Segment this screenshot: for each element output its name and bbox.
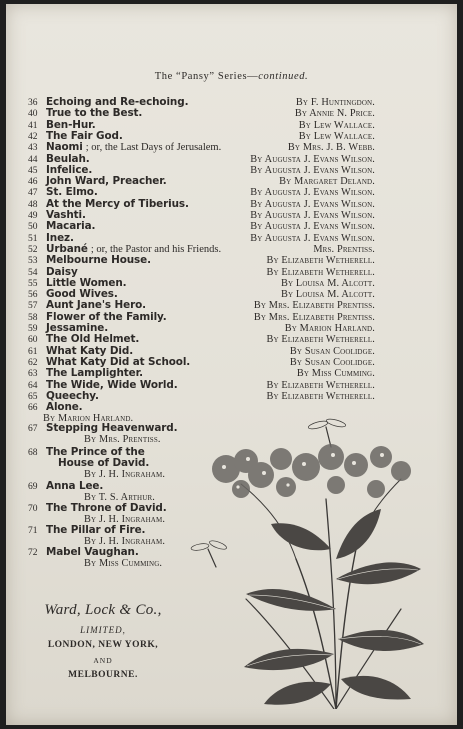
list-item bbox=[28, 481, 103, 492]
item-author: By Lew Wallace. bbox=[298, 130, 375, 142]
item-number: 61 bbox=[28, 346, 38, 357]
item-author: By Louisa M. Alcott. bbox=[280, 277, 375, 289]
item-author: By T. S. Arthur. bbox=[84, 492, 156, 503]
item-subtitle: ; or, the Pastor and his Friends. bbox=[90, 243, 222, 255]
item-author: By Mrs. Elizabeth Prentiss. bbox=[253, 311, 375, 323]
item-number: 44 bbox=[28, 154, 38, 165]
item-author: By Augusta J. Evans Wilson. bbox=[250, 187, 375, 199]
item-author: By Marion Harland. bbox=[284, 323, 375, 334]
item-number: 57 bbox=[28, 301, 38, 312]
item-title-continued bbox=[58, 458, 149, 469]
item-author: By Elizabeth Wetherell. bbox=[266, 334, 375, 346]
item-title: The Wide, Wide World. bbox=[46, 378, 178, 391]
item-title: Beulah. bbox=[46, 152, 90, 165]
book-page bbox=[6, 4, 457, 725]
item-title: Queechy. bbox=[46, 389, 99, 402]
item-author: By Miss Cumming. bbox=[296, 368, 375, 380]
item-author: By Marion Harland. bbox=[43, 413, 134, 424]
item-number: 49 bbox=[28, 211, 38, 221]
list-item bbox=[28, 255, 375, 266]
item-author: By Margaret Deland. bbox=[279, 176, 375, 188]
publisher-cities: LONDON, NEW YORK, bbox=[47, 640, 159, 650]
item-title: The Fair God. bbox=[46, 129, 123, 142]
item-author: By Augusta J. Evans Wilson. bbox=[250, 198, 375, 210]
item-number: 72 bbox=[28, 548, 38, 558]
item-title: Echoing and Re-echoing. bbox=[46, 96, 189, 108]
item-number: 59 bbox=[28, 324, 38, 334]
item-title: Mabel Vaughan. bbox=[46, 546, 139, 558]
item-number: 36 bbox=[28, 98, 38, 108]
publisher-and: AND bbox=[93, 656, 113, 665]
item-number: 51 bbox=[28, 233, 38, 244]
item-author: By Susan Coolidge. bbox=[289, 356, 375, 368]
item-title: Inez. bbox=[46, 231, 74, 244]
item-author: By J. H. Ingraham. bbox=[84, 469, 166, 480]
item-author: By F. Huntingdon. bbox=[295, 97, 375, 108]
item-author: Mrs. Prentiss. bbox=[313, 243, 375, 255]
item-number: 60 bbox=[28, 335, 38, 346]
item-title: True to the Best. bbox=[46, 107, 143, 120]
publisher-block bbox=[32, 602, 174, 680]
item-author: By Miss Cumming. bbox=[84, 558, 163, 569]
item-author: By Mrs. Prentiss. bbox=[84, 434, 161, 445]
item-number: 68 bbox=[28, 448, 38, 458]
list-item bbox=[28, 402, 83, 413]
item-author: By Elizabeth Wetherell. bbox=[266, 390, 375, 402]
item-number: 56 bbox=[28, 290, 38, 301]
item-author: By Augusta J. Evans Wilson. bbox=[250, 232, 375, 244]
continued-label: continued. bbox=[258, 71, 309, 82]
item-title: Urbané bbox=[46, 242, 88, 255]
item-author: By Augusta J. Evans Wilson. bbox=[250, 221, 375, 233]
item-number: 42 bbox=[28, 131, 38, 142]
item-number: 71 bbox=[28, 526, 38, 536]
series-title: The “Pansy” Series— bbox=[154, 71, 259, 82]
item-title: Little Women. bbox=[46, 276, 127, 289]
item-title: The Pillar of Fire. bbox=[46, 524, 146, 536]
item-subtitle: ; or, the Last Days of Jerusalem. bbox=[85, 142, 222, 154]
item-author: By Annie N. Price. bbox=[294, 108, 375, 120]
item-title: Naomi bbox=[46, 141, 83, 154]
item-title: St. Elmo. bbox=[46, 186, 98, 199]
item-title: The Prince of the bbox=[46, 446, 145, 458]
list-item bbox=[28, 503, 167, 514]
item-number: 52 bbox=[28, 244, 38, 255]
item-author: By J. H. Ingraham. bbox=[84, 536, 166, 547]
item-number: 67 bbox=[28, 424, 38, 434]
item-number: 64 bbox=[28, 380, 38, 391]
item-title: Good Wives. bbox=[46, 288, 118, 301]
item-number: 53 bbox=[28, 256, 38, 267]
item-title: At the Mercy of Tiberius. bbox=[46, 197, 189, 210]
item-title: Macaria. bbox=[46, 220, 96, 233]
item-number: 63 bbox=[28, 369, 38, 380]
item-title: The Throne of David. bbox=[46, 502, 167, 514]
publisher-city-melbourne: MELBOURNE. bbox=[68, 670, 138, 680]
item-title: John Ward, Preacher. bbox=[46, 175, 167, 188]
item-title: Infelice. bbox=[46, 163, 93, 176]
item-title: The Old Helmet. bbox=[46, 333, 140, 346]
item-author: By Susan Coolidge. bbox=[289, 345, 375, 357]
item-number: 47 bbox=[28, 188, 38, 199]
item-number: 48 bbox=[28, 199, 38, 210]
item-number: 45 bbox=[28, 165, 38, 176]
item-author: By Augusta J. Evans Wilson. bbox=[250, 164, 375, 176]
item-author: By Augusta J. Evans Wilson. bbox=[250, 153, 375, 165]
item-number: 65 bbox=[28, 391, 38, 402]
item-number: 50 bbox=[28, 222, 38, 233]
item-author: By Elizabeth Wetherell. bbox=[266, 379, 375, 391]
item-title: Daisy bbox=[46, 265, 78, 278]
item-number: 40 bbox=[28, 109, 38, 120]
item-author: By Lew Wallace. bbox=[298, 119, 375, 131]
list-item bbox=[28, 221, 375, 232]
list-item bbox=[28, 547, 139, 558]
item-author: By Elizabeth Wetherell. bbox=[266, 255, 375, 267]
item-author: By Mrs. Elizabeth Prentiss. bbox=[253, 300, 375, 312]
list-item bbox=[28, 525, 145, 536]
item-author: By Louisa M. Alcott. bbox=[280, 289, 375, 301]
item-title: Melbourne House. bbox=[46, 254, 151, 267]
item-number: 43 bbox=[28, 143, 38, 154]
item-number: 58 bbox=[28, 312, 38, 323]
dragonfly-icon bbox=[308, 418, 347, 447]
dragonfly-icon bbox=[191, 539, 228, 567]
item-number: 69 bbox=[28, 482, 38, 492]
item-title: Aunt Jane's Hero. bbox=[46, 299, 146, 312]
item-number: 55 bbox=[28, 278, 38, 289]
publisher-limited: LIMITED, bbox=[80, 625, 126, 635]
item-title: What Katy Did. bbox=[46, 344, 134, 357]
item-title: The Lamplighter. bbox=[46, 367, 144, 380]
item-title: Flower of the Family. bbox=[46, 310, 167, 323]
item-number: 62 bbox=[28, 357, 38, 368]
item-title: What Katy Did at School. bbox=[46, 355, 191, 368]
item-author: By Elizabeth Wetherell. bbox=[266, 266, 375, 278]
list-item bbox=[28, 423, 177, 434]
botanical-engraving-icon bbox=[186, 409, 426, 709]
item-number: 70 bbox=[28, 504, 38, 514]
item-number: 46 bbox=[28, 177, 38, 188]
item-number: 54 bbox=[28, 267, 38, 278]
item-title: House of David. bbox=[58, 457, 150, 469]
item-number: 41 bbox=[28, 120, 38, 131]
item-title: Ben-Hur. bbox=[46, 118, 96, 131]
item-title: Alone. bbox=[46, 401, 83, 413]
item-author: By Mrs. J. B. Webb. bbox=[287, 142, 375, 154]
publisher-name: Ward, Lock & Co., bbox=[44, 602, 162, 618]
item-title: Vashti. bbox=[46, 209, 86, 221]
item-title: Anna Lee. bbox=[46, 480, 104, 492]
item-author: By Augusta J. Evans Wilson. bbox=[250, 210, 375, 221]
item-author: By J. H. Ingraham. bbox=[84, 514, 166, 525]
item-title: Jessamine. bbox=[46, 322, 109, 334]
item-title: Stepping Heavenward. bbox=[46, 422, 178, 434]
item-number: 66 bbox=[28, 403, 38, 413]
page-header bbox=[6, 71, 457, 82]
